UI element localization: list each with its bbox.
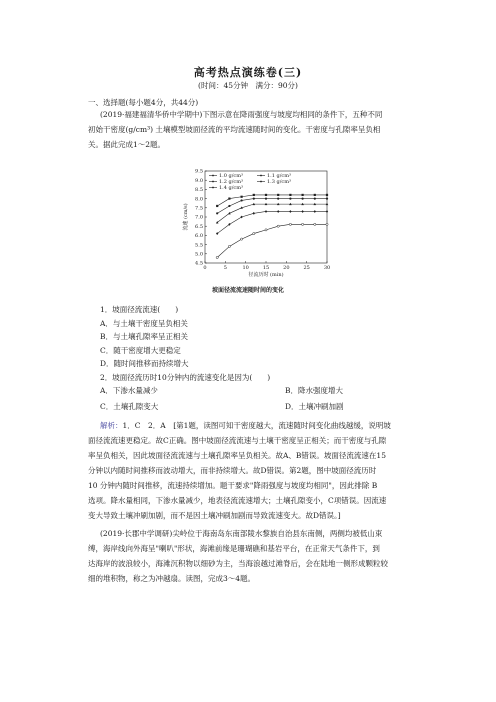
analysis-line: 选项。降水量相同，下渗水量减少，地表径流流速增大；土壤孔隙变小，C项错误。因流速 xyxy=(88,496,387,505)
option: B．降水强度增大 xyxy=(285,386,344,395)
passage-line: (2019·长郡中学调研)尖岭位于海南岛东南部陵水黎族自治县东南侧，两侧均被低山束 xyxy=(100,529,383,538)
question-stem: 2．坡面径流历时10分钟内的流速变化是因为( ) xyxy=(100,373,271,382)
intro-line: 初始干密度(g/cm³) 土壤模型坡面径流的平均流速随时间的变化。干密度与孔隙率呈负相 xyxy=(88,125,381,134)
question-2-stem xyxy=(88,371,270,385)
y-tick-label: 6.0 xyxy=(195,233,203,240)
data-point xyxy=(326,198,328,200)
data-point xyxy=(289,210,291,213)
legend-label: 1.4 g/cm³ xyxy=(219,185,243,191)
analysis-line: 变大导致土壤冲刷加剧，而不是因土壤冲刷加剧而导致流速变大。故D错误。] xyxy=(88,511,341,520)
y-tick-label: 5.5 xyxy=(195,242,203,249)
intro-paragraph xyxy=(88,107,418,152)
legend-marker xyxy=(260,181,262,183)
passage-line: 细的堆积物，称之为冲越扇。读图，完成3～4题。 xyxy=(88,574,256,583)
data-point xyxy=(277,210,279,213)
analysis-line: 分钟以内随时间推移而波动增大，而非持续增大。故D错误。第2题，图中坡面径流历时 xyxy=(88,466,377,475)
flow-velocity-chart xyxy=(175,165,340,285)
passage-line: 缚，海岸线向外海呈"喇叭"形状，海滩前缘是珊瑚礁和基岩平台，在正常天气条件下，到 xyxy=(88,544,380,553)
exam-meta: (时间：45分钟 满分：90分) xyxy=(198,81,298,90)
x-tick-label: 25 xyxy=(303,265,310,271)
data-point xyxy=(265,198,267,200)
data-point xyxy=(228,245,230,247)
data-point xyxy=(216,256,218,258)
data-point xyxy=(265,194,267,196)
data-point xyxy=(314,210,316,213)
y-axis-label: 流速 (cm/s) xyxy=(183,203,189,231)
data-point xyxy=(228,205,230,207)
data-point xyxy=(253,212,255,215)
data-point xyxy=(241,238,243,240)
legend-marker xyxy=(212,175,214,177)
data-point xyxy=(277,194,279,196)
analysis-line: 10 分钟内随时间推移，流速持续增加。题干要求"降雨强度与坡度均相同"，因此排除 B xyxy=(88,481,378,490)
data-point xyxy=(228,198,230,200)
option: C．土壤孔隙变大 xyxy=(100,402,159,411)
question-1 xyxy=(88,303,189,371)
legend-label: 1.1 g/cm³ xyxy=(267,173,291,179)
y-tick-label: 6.5 xyxy=(195,223,203,230)
series-line xyxy=(217,204,327,222)
data-point xyxy=(277,198,279,200)
data-point xyxy=(265,210,267,213)
y-tick-label: 9.5 xyxy=(195,168,203,175)
data-point xyxy=(277,225,279,227)
data-point xyxy=(289,223,291,225)
page-title: 高考热点演练卷(三) xyxy=(193,66,303,79)
section-heading: 一、选择题(每小题4分，共44分) xyxy=(88,98,199,107)
data-point xyxy=(289,194,291,196)
data-point xyxy=(302,194,304,196)
data-point xyxy=(314,223,316,225)
analysis-text: 1．C 2．A [第1题，读图可知干密度越大，流速随时间变化曲线越缓，说明坡 xyxy=(122,421,391,430)
x-tick-label: 15 xyxy=(262,265,270,271)
option: D．土壤冲刷加剧 xyxy=(285,402,344,411)
passage-line: 达海岸的波浪较小，海滩沉积物以细砂为主，当海浪越过滩脊后，会在陆地一侧形成颗粒较 xyxy=(88,559,388,568)
legend-marker xyxy=(212,181,214,183)
question-stem: 1．坡面径流流速( ) xyxy=(100,305,179,314)
data-point xyxy=(216,205,218,207)
data-point xyxy=(302,223,304,225)
data-point xyxy=(241,199,243,201)
y-tick-label: 7.0 xyxy=(195,214,203,221)
next-passage xyxy=(88,526,418,586)
legend-marker xyxy=(212,187,214,189)
y-tick-label: 7.5 xyxy=(195,205,203,212)
data-point xyxy=(314,194,316,196)
y-tick-label: 8.5 xyxy=(195,187,203,194)
x-tick-label: 5 xyxy=(223,265,227,271)
data-point xyxy=(253,232,255,234)
x-tick-label: 10 xyxy=(242,265,249,271)
data-point xyxy=(314,198,316,200)
data-point xyxy=(265,229,267,231)
legend-label: 1.0 g/cm³ xyxy=(219,173,243,179)
analysis-line: 面径流流速更稳定。故C正确。图中坡面径流流速与土壤干密度呈正相关；而干密度与孔隙 xyxy=(88,436,387,445)
analysis-line xyxy=(88,418,418,433)
y-tick-label: 4.5 xyxy=(195,260,203,267)
data-point xyxy=(326,210,328,213)
legend-label: 1.2 g/cm³ xyxy=(219,179,243,185)
data-point xyxy=(326,223,328,225)
series-line xyxy=(217,224,327,257)
analysis-label: 解析： xyxy=(100,421,123,430)
x-tick-label: 0 xyxy=(203,265,207,271)
option: B．与土壤孔隙率呈正相关 xyxy=(100,332,189,341)
x-axis-label: 径流历时 (min) xyxy=(248,272,284,278)
y-tick-label: 8.0 xyxy=(195,196,203,203)
option: C．随干密度增大更稳定 xyxy=(100,345,181,355)
data-point xyxy=(326,194,328,196)
series-line xyxy=(217,211,327,233)
data-point xyxy=(301,210,303,213)
option: A．与土壤干密度呈负相关 xyxy=(100,318,188,328)
data-point xyxy=(302,198,304,200)
data-point xyxy=(216,212,218,214)
data-point xyxy=(241,196,243,198)
data-point xyxy=(240,216,242,219)
x-tick-label: 20 xyxy=(283,265,290,271)
analysis-paragraph xyxy=(88,418,418,523)
y-tick-label: 9.0 xyxy=(195,177,203,184)
chart-caption: 坡面径流流速随时间的变化 xyxy=(211,287,284,294)
option: A．下渗水量减少 xyxy=(100,386,158,395)
x-tick-label: 30 xyxy=(323,265,331,271)
data-point xyxy=(289,198,291,200)
legend-marker xyxy=(260,175,262,177)
data-point xyxy=(253,198,255,200)
legend-label: 1.3 g/cm³ xyxy=(267,179,291,185)
intro-line: 关。据此完成1～2题。 xyxy=(88,140,166,149)
option: D．随时间推移而持续增大 xyxy=(100,359,189,368)
data-point xyxy=(253,194,255,196)
intro-line: (2019·福建福清华侨中学期中)下图示意在降雨强度与坡度均相同的条件下，五种不同 xyxy=(100,110,383,119)
y-tick-label: 5.0 xyxy=(195,251,203,258)
analysis-line: 率呈负相关，因此坡面径流流速与土壤孔隙率呈负相关。故A、B错误。坡面径流流速在15 xyxy=(88,451,386,460)
